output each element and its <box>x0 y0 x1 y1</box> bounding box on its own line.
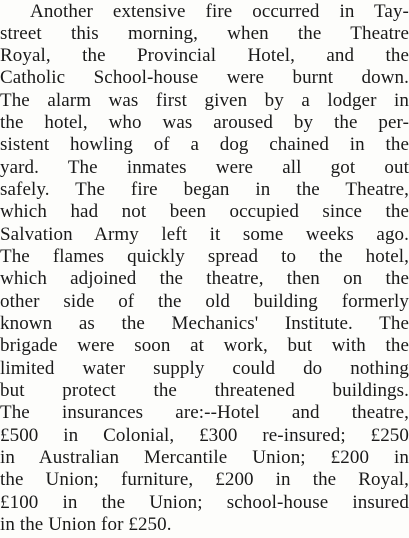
article-line: Royal, the Provincial Hotel, and the <box>0 45 409 66</box>
article-line: in Australian Mercantile Union; £200 in <box>0 447 409 468</box>
article-line: but protect the threatened buildings. <box>0 380 409 401</box>
article-line: The insurances are:--Hotel and theatre, <box>0 402 409 423</box>
article-line: yard. The inmates were all got out <box>0 157 409 178</box>
article-line: The alarm was first given by a lodger in <box>0 90 409 111</box>
article-line: sistent howling of a dog chained in the <box>0 134 409 155</box>
article-line: limited water supply could do nothing <box>0 358 409 379</box>
article-line: other side of the old building formerly <box>0 291 409 312</box>
article-line: brigade were soon at work, but with the <box>0 335 409 356</box>
article-line: £100 in the Union; school-house insured <box>0 492 409 513</box>
article-line: Salvation Army left it some weeks ago. <box>0 224 409 245</box>
article-line: Catholic School-house were burnt down. <box>0 67 409 88</box>
article-line: the hotel, who was aroused by the per- <box>0 112 409 133</box>
article-line: the Union; furniture, £200 in the Royal, <box>0 469 409 490</box>
article-line: which adjoined the theatre, then on the <box>0 268 409 289</box>
article-line: known as the Mechanics' Institute. The <box>0 313 409 334</box>
article-line: in the Union for £250. <box>0 514 172 535</box>
article-line: Another extensive fire occurred in Tay- <box>30 1 409 22</box>
article-line: which had not been occupied since the <box>0 201 409 222</box>
article-line: The flames quickly spread to the hotel, <box>0 246 409 267</box>
article-line: safely. The fire began in the Theatre, <box>0 179 409 200</box>
article-line: £500 in Colonial, £300 re-insured; £250 <box>0 425 409 446</box>
article-line: street this morning, when the Theatre <box>0 23 409 44</box>
